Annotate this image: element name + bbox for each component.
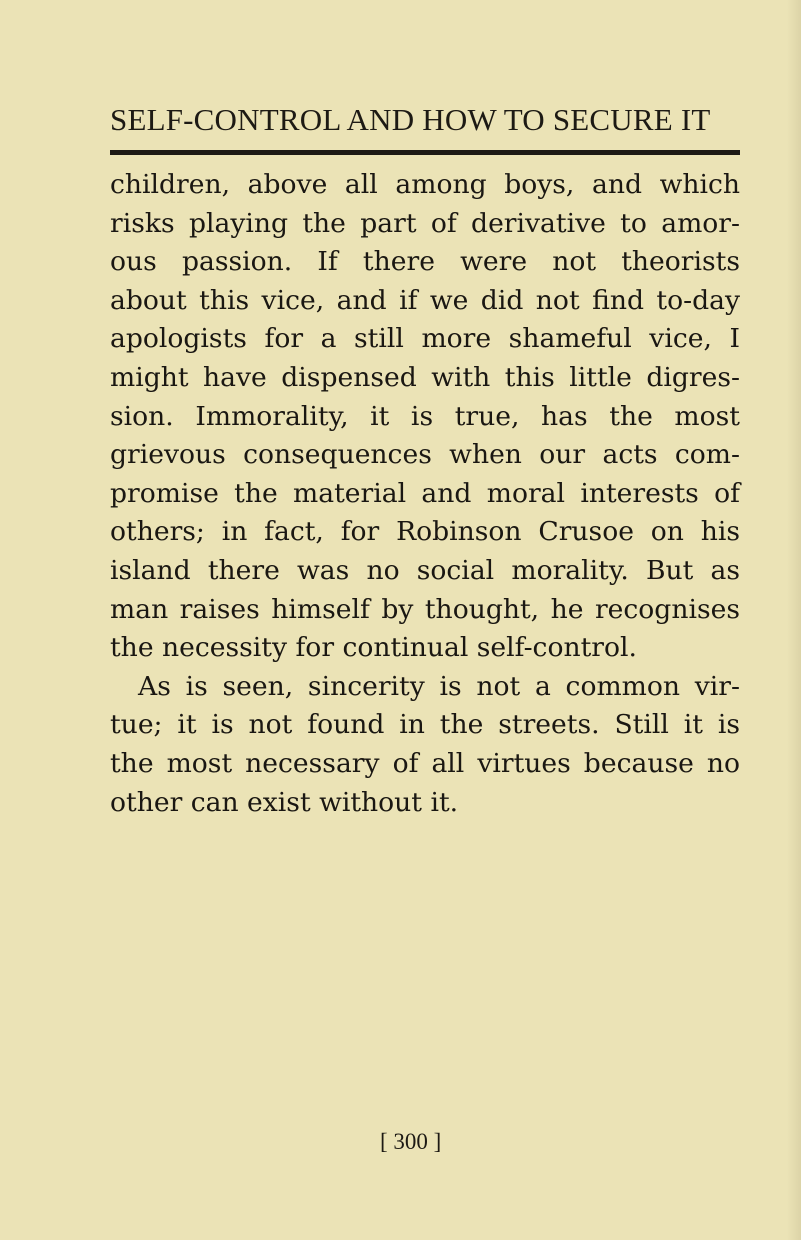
text-line: tue; it is not found in the streets. Still it is	[110, 709, 740, 741]
text-line: grievous consequences when our acts com-	[110, 439, 740, 471]
text-line: apologists for a still more shameful vice, I	[110, 323, 740, 355]
text-line: risks playing the part of derivative to amor-	[110, 207, 740, 239]
text-line: the most necessary of all virtues because no	[110, 747, 740, 779]
text-line: about this vice, and if we did not find to-day	[110, 284, 740, 316]
text-line: others; in fact, for Robinson Crusoe on his	[110, 516, 740, 548]
header-rule	[110, 150, 740, 155]
text-line: other can exist without it.	[110, 786, 459, 818]
text-line: sion. Immorality, it is true, has the most	[110, 400, 740, 432]
text-line: promise the material and moral interests of	[110, 477, 740, 509]
body-text	[110, 166, 740, 822]
text-line: As is seen, sincerity is not a common vir-	[138, 670, 740, 702]
text-line: island there was no social morality. But as	[110, 554, 740, 586]
text-line: might have dispensed with this little digres-	[110, 361, 740, 393]
text-line: the necessity for continual self-control.	[110, 632, 637, 664]
page-edge-shadow	[787, 0, 801, 1240]
running-head: SELF-CONTROL AND HOW TO SECURE IT	[110, 102, 711, 137]
page-number: [ 300 ]	[380, 1129, 442, 1154]
text-line: man raises himself by thought, he recognises	[110, 593, 740, 625]
text-line: children, above all among boys, and which	[110, 169, 740, 200]
text-line: ous passion. If there were not theorists	[110, 246, 740, 278]
